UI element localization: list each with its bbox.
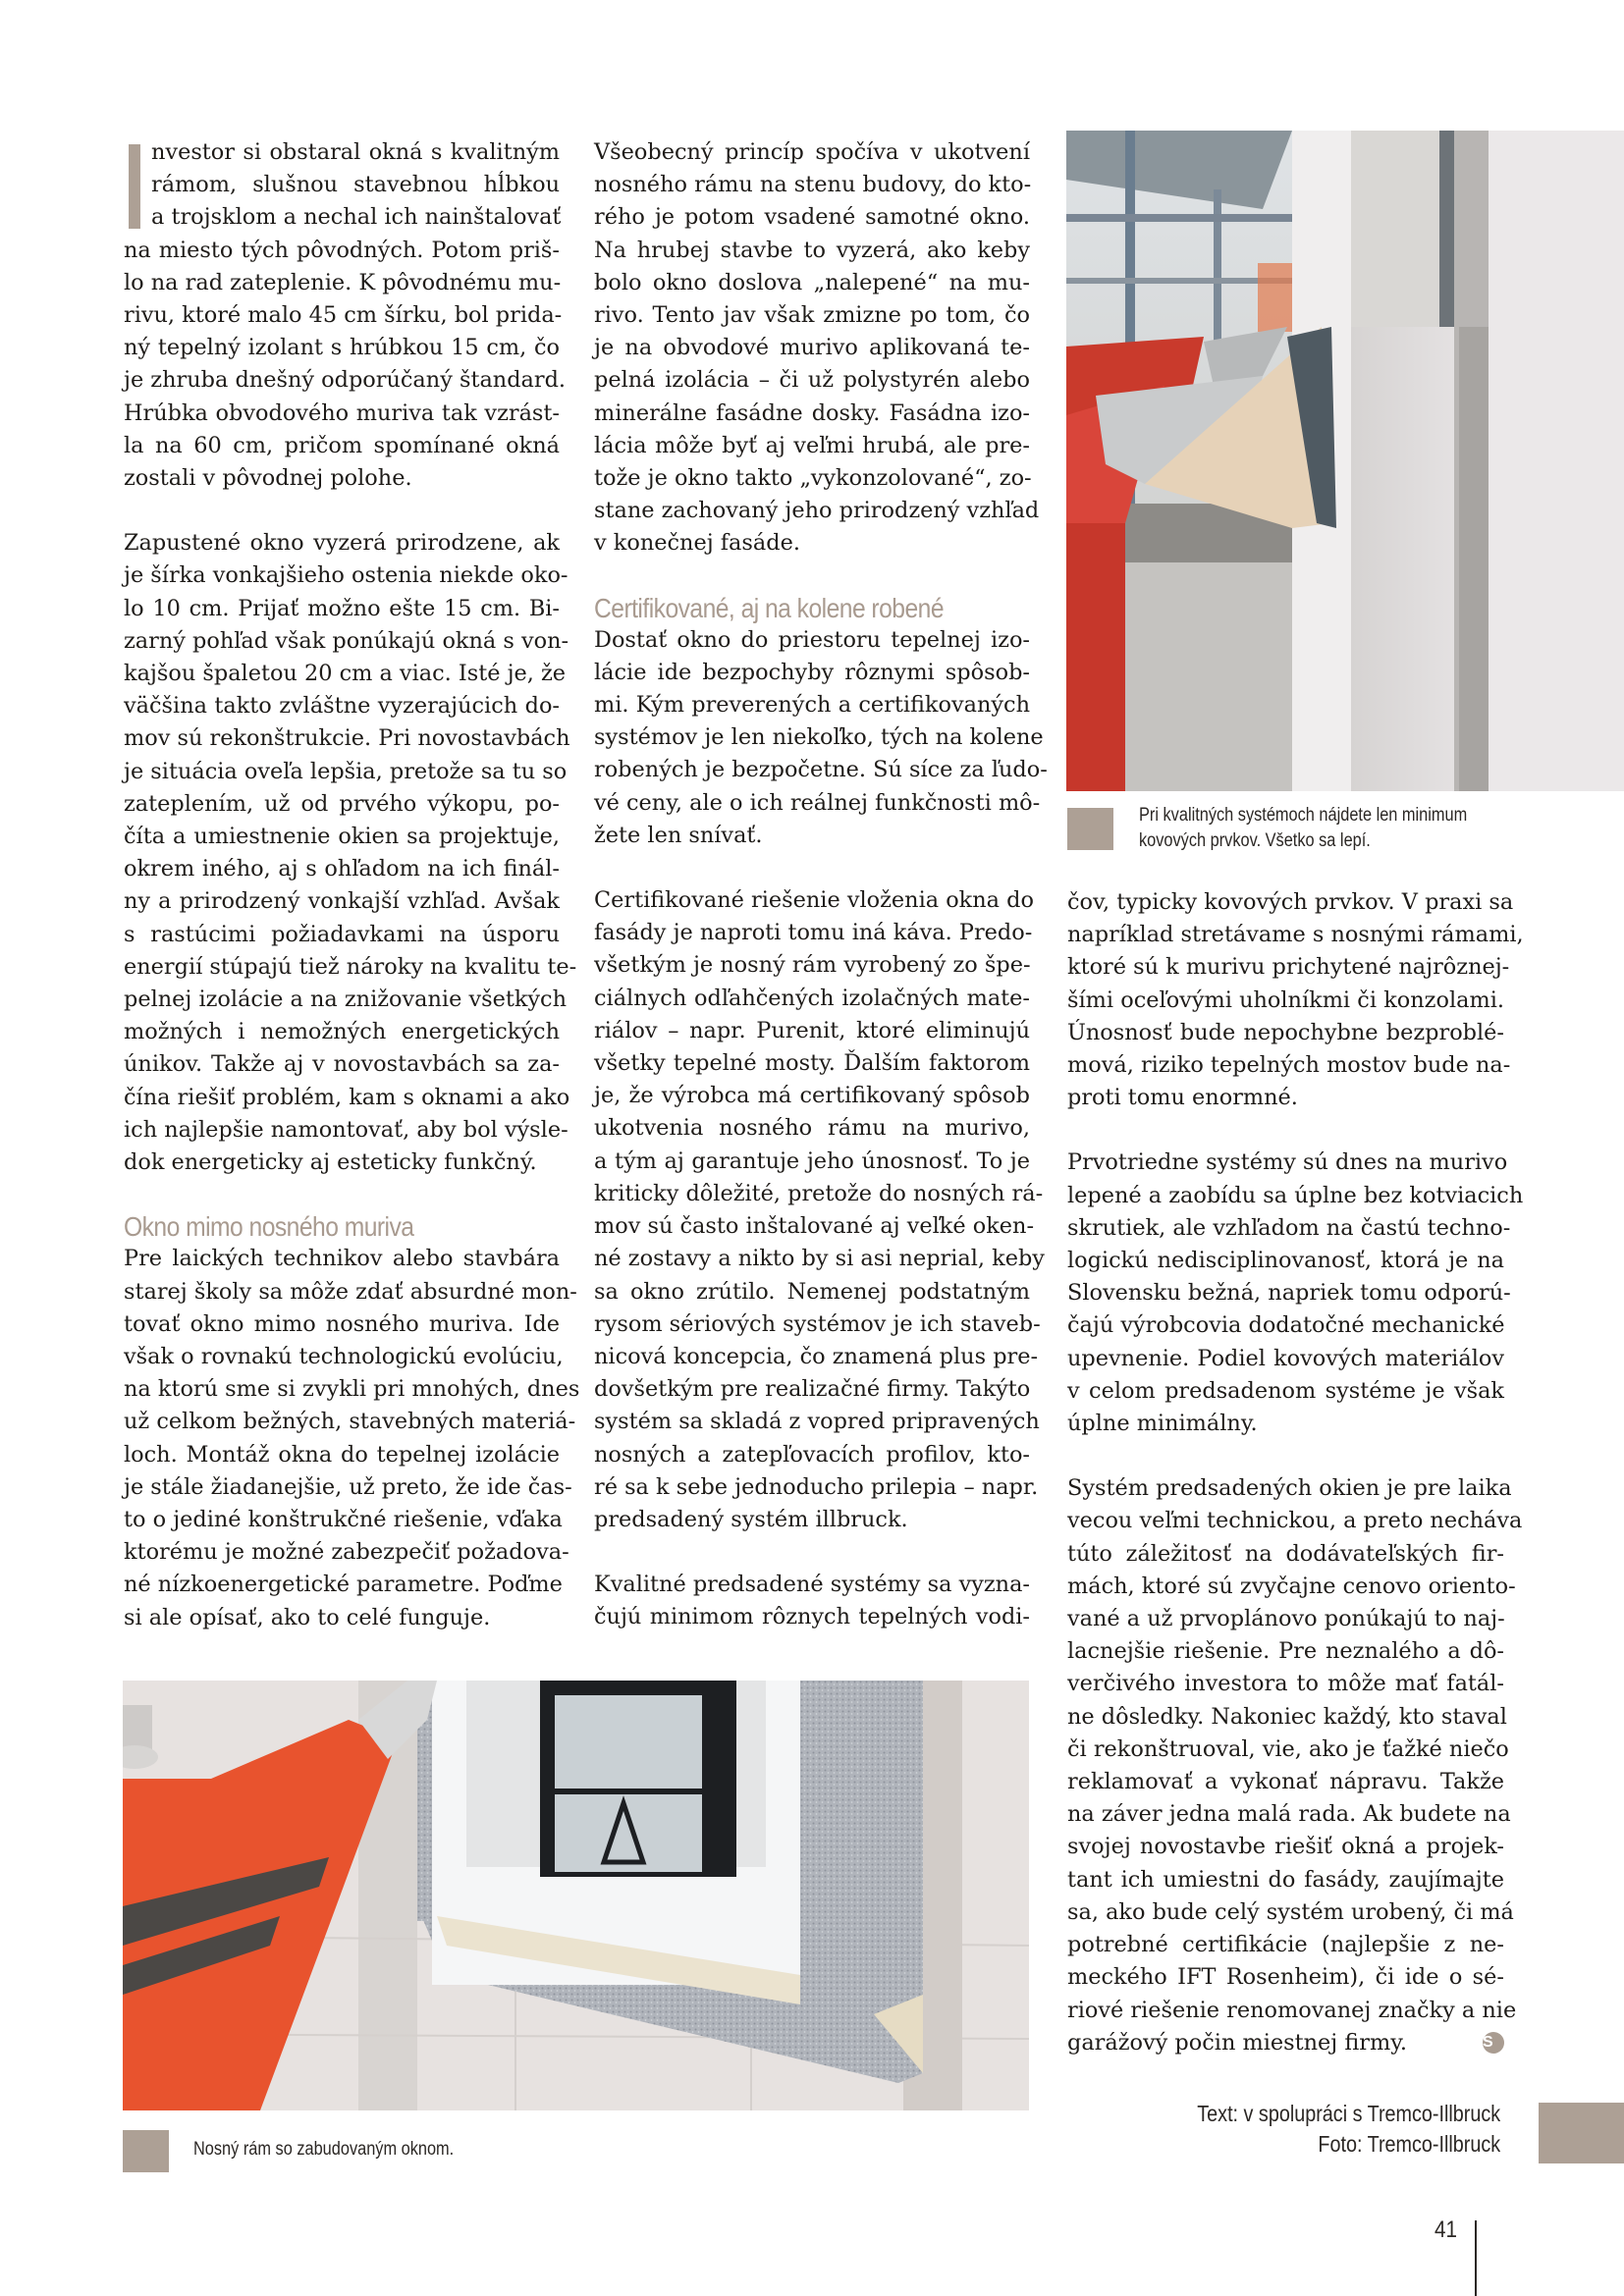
text-line: né nízkoenergetické parametre. Poďme	[124, 1572, 563, 1598]
text-line: potrebné certifikácie (najlepšie z ne-	[1067, 1932, 1504, 1958]
text-line: už celkom bežných, stavebných materiá-	[124, 1409, 576, 1435]
text-line: lo 10 cm. Prijať možno ešte 15 cm. Bi-	[124, 595, 560, 621]
paragraph	[594, 136, 1040, 561]
photo-caption-bottom: Nosný rám so zabudovaným oknom.	[193, 2139, 455, 2160]
section-heading: Certifikované, aj na kolene robené	[594, 592, 945, 623]
text-line: žete len snívať.	[594, 822, 763, 848]
text-line: svojej novostavbe riešiť okná a projek-	[1067, 1834, 1504, 1860]
text-line: a tým aj garantuje jeho únosnosť. To je	[594, 1148, 1030, 1174]
text-line: čujú minimom rôznych tepelných vodi-	[594, 1604, 1030, 1630]
text-line: riové riešenie renomovanej značky a nie	[1067, 1997, 1517, 2023]
article-credits	[1197, 2099, 1500, 2160]
text-line: skrutiek, ale vzhľadom na častú techno-	[1067, 1214, 1511, 1241]
text-line: rivo. Tento jav však zmizne po tom, čo	[594, 302, 1030, 329]
text-line: minerálne fasádne dosky. Fasádna izo-	[594, 400, 1030, 426]
paragraph	[594, 624, 1048, 852]
text-line: okrem iného, aj s ohľadom na ich finál-	[124, 856, 560, 882]
text-line: Certifikované riešenie vloženia okna do	[594, 887, 1034, 914]
text-line: mov sú často inštalované aj veľké oken-	[594, 1213, 1035, 1240]
text-line: či rekonštruoval, vie, ako je ťažké niečo	[1067, 1735, 1509, 1762]
text-line: logickú nedisciplinovanosť, ktorá je na	[1067, 1248, 1504, 1274]
section-heading: Okno mimo nosného muriva	[124, 1211, 414, 1243]
text-line: upevnenie. Podiel kovových materiálov	[1067, 1345, 1504, 1371]
text-line: zostali v pôvodnej polohe.	[124, 465, 412, 492]
text-line: Slovensku bežná, napriek tomu odporú-	[1067, 1280, 1511, 1307]
caption-line: Pri kvalitných systémoch nájdete len minimum	[1139, 805, 1468, 826]
text-line: tant ich umiestni do fasády, zaujímajte	[1067, 1866, 1504, 1893]
text-line: vané a už prvoplánovo ponúkajú to naj-	[1067, 1606, 1505, 1632]
text-line: Zapustené okno vyzerá prirodzene, ak	[124, 530, 560, 557]
text-line: zateplením, už od prvého výkopu, po-	[124, 790, 560, 817]
text-line: v celom predsadenom systéme je však	[1067, 1377, 1504, 1404]
text-line: únikov. Takže aj v novostavbách sa za-	[124, 1051, 560, 1078]
article-column-1	[124, 136, 580, 1634]
text-line: reklamovať a vykonať nápravu. Takže	[1067, 1769, 1504, 1795]
text-line: starej školy sa môže zdať absurdné mon-	[124, 1278, 577, 1305]
section-marker-swatch	[1539, 2103, 1624, 2163]
text-line: napríklad stretávame s nosnými rámami,	[1067, 922, 1524, 948]
text-line: možných i nemožných energetických	[124, 1019, 560, 1045]
text-line: kajšou špaletou 20 cm a viac. Isté je, že	[124, 661, 567, 687]
photo-caption-top	[1139, 803, 1467, 854]
text-line: na miesto tých pôvodných. Potom priš-	[124, 237, 560, 263]
text-line: tože je okno takto „vykonzolované“, zo-	[594, 465, 1032, 492]
text-line: si ale opísať, ako to celé funguje.	[124, 1604, 491, 1630]
paragraph	[1067, 1472, 1523, 2059]
text-line: Systém predsadených okien je pre laika	[1067, 1475, 1512, 1502]
text-line: je na obvodové murivo aplikovaná te-	[594, 335, 1030, 361]
article-column-3	[1067, 886, 1524, 2059]
text-line: zarný pohľad však ponúkajú okná s von-	[124, 627, 569, 654]
text-line: mová, riziko tepelných mostov bude na-	[1067, 1052, 1511, 1079]
credit-text: Text: v spolupráci s Tremco-Illbruck	[1197, 2101, 1500, 2126]
text-line: ný tepelný izolant s hrúbkou 15 cm, čo	[124, 335, 560, 361]
text-line: Všeobecný princíp spočíva v ukotvení	[594, 139, 1030, 165]
text-line: ich najlepšie namontovať, aby bol výsle-	[124, 1116, 568, 1143]
text-line: čajú výrobcovia dodatočné mechanické	[1067, 1312, 1505, 1339]
text-line: Kvalitné predsadené systémy sa vyzna-	[594, 1572, 1030, 1598]
end-of-article-icon: S	[1483, 2032, 1504, 2054]
text-line: vé ceny, ale o ich reálnej funkčnosti mô-	[594, 789, 1041, 816]
text-line: la na 60 cm, pričom spomínané okná	[124, 432, 560, 458]
credit-photo: Foto: Tremco-Illbruck	[1318, 2131, 1500, 2157]
caption-swatch	[123, 2130, 169, 2172]
text-line: čína riešiť problém, kam s oknami a ako	[124, 1084, 570, 1110]
text-line: stane zachovaný jeho prirodzený vzhľad	[594, 498, 1040, 524]
text-line: je šírka vonkajšieho ostenia niekde oko-	[124, 562, 568, 589]
text-line: pelná izolácia – či už polystyrén alebo	[594, 367, 1030, 394]
text-line: garážový počin miestnej firmy. S	[1067, 2027, 1504, 2059]
text-line: ukotvenia nosného rámu na murivo,	[594, 1115, 1030, 1142]
text-line: Únosnosť bude nepochybne bezproblé-	[1067, 1019, 1504, 1045]
text-line: rámom, slušnou stavebnou hĺbkou	[151, 172, 560, 198]
text-line: bolo okno doslova „nalepené“ na mu-	[594, 269, 1030, 295]
text-line: úplne minimálny.	[1067, 1411, 1258, 1437]
text-line: vecou veľmi technickou, a preto necháva	[1067, 1508, 1523, 1534]
text-line: verčivého investora to môže mať fatál-	[1067, 1671, 1504, 1697]
text-line: lácia môže byť aj veľmi hrubá, ale pre-	[594, 432, 1030, 458]
text-line: lacnejšie riešenie. Pre neznalého a dô-	[1067, 1638, 1504, 1665]
text-line: robených je bezpočetne. Sú síce za ľudo-	[594, 757, 1048, 783]
text-line: rého je potom vsadené samotné okno.	[594, 204, 1030, 231]
caption-swatch	[1067, 808, 1113, 850]
text-line: šími oceľovými uholníkmi či konzolami.	[1067, 987, 1504, 1013]
text-line: tovať okno mimo nosného muriva. Ide	[124, 1310, 560, 1337]
text-line: ré sa k sebe jednoducho prilepia – napr.	[594, 1473, 1039, 1500]
page-number-rule	[1475, 2220, 1477, 2296]
text-line: systém sa skladá z vopred pripravených	[594, 1409, 1040, 1435]
text-line: ktorému je možné zabezpečiť požadova-	[124, 1539, 569, 1566]
text-line: všetky tepelné mosty. Ďalším faktorom	[594, 1050, 1030, 1077]
text-line: lo na rad zateplenie. K pôvodnému mu-	[124, 269, 562, 295]
photo-window-sill-installation	[1066, 131, 1624, 791]
text-line: systémov je len niekoľko, tých na kolene	[594, 724, 1044, 751]
text-line: Hrúbka obvodového muriva tak vzrást-	[124, 400, 560, 426]
text-line: pelnej izolácie a na znižovanie všetkých	[124, 987, 568, 1013]
text-line: mách, ktoré sú zvyčajne cenovo oriento-	[1067, 1573, 1516, 1599]
text-line: kriticky dôležité, pretože do nosných rá-	[594, 1180, 1044, 1206]
text-line: túto záležitosť na dodávateľských fir-	[1067, 1540, 1504, 1567]
text-line: proti tomu enormné.	[1067, 1085, 1298, 1111]
text-line: a trojsklom a nechal ich nainštalovať	[151, 204, 562, 231]
photo-window-frame-mounted	[123, 1681, 1029, 2110]
text-line: všetkým je nosný rám vyrobený zo špe-	[594, 952, 1031, 979]
text-line: fasády je naproti tomu iná káva. Predo-	[594, 920, 1033, 946]
text-line: sa, ako bude celý systém urobený, či má	[1067, 1898, 1514, 1925]
text-line: ne dôsledky. Nakoniec každý, kto staval	[1067, 1703, 1507, 1730]
text-line: nosných a zatepľovacích profilov, kto-	[594, 1441, 1030, 1468]
text-line: energií stúpajú tiež nároky na kvalitu te-	[124, 953, 577, 980]
text-line: je, že výrobca má certifikovaný spôsob	[594, 1083, 1030, 1109]
caption-line: kovových prvkov. Všetko sa lepí.	[1139, 830, 1371, 851]
text-line: riálov – napr. Purenit, ktoré eliminujú	[594, 1017, 1030, 1043]
text-line: Dostať okno do priestoru tepelnej izo-	[594, 626, 1030, 653]
text-line: na záver jedna malá rada. Ak budete na	[1067, 1801, 1511, 1828]
text-line: je zhruba dnešný odporúčaný štandard.	[124, 367, 567, 394]
text-line: loch. Montáž okna do tepelnej izolácie	[124, 1441, 560, 1468]
text-line: lepené a zaobídu sa úplne bez kotviacich	[1067, 1182, 1524, 1208]
text-line: čov, typicky kovových prvkov. V praxi sa	[1067, 889, 1514, 915]
text-line: Prvotriedne systémy sú dnes na murivo	[1067, 1149, 1508, 1176]
text-line: predsadený systém illbruck.	[594, 1506, 908, 1532]
text-line: nicová koncepcia, čo znamená plus pre-	[594, 1343, 1039, 1369]
page-number: 41	[1435, 2216, 1457, 2243]
text-line: však o rovnakú technologickú evolúciu,	[124, 1343, 564, 1369]
text-line: je stále žiadanejšie, už preto, že ide čas-	[124, 1473, 572, 1500]
text-line: meckého IFT Rosenheim), či ide o sé-	[1067, 1964, 1504, 1991]
text-line: to o jediné konštrukčné riešenie, vďaka	[124, 1506, 563, 1532]
text-line: s rastúcimi požiadavkami na úsporu	[124, 921, 560, 947]
text-line: ciálnych odľahčených izolačných mate-	[594, 985, 1030, 1011]
text-line: dok energeticky aj esteticky funkčný.	[124, 1149, 537, 1176]
paragraph	[1067, 1147, 1524, 1440]
paragraph	[594, 884, 1045, 1536]
text-line: je situácia oveľa lepšia, pretože sa tu so	[124, 758, 568, 784]
paragraph	[124, 1243, 580, 1633]
text-line: né zostavy a nikto by si asi neprial, keby	[594, 1246, 1045, 1272]
paragraph	[124, 136, 567, 495]
text-line: ny a prirodzený vonkajší vzhľad. Avšak	[124, 888, 560, 915]
text-line: rivu, ktoré malo 45 cm šírku, bol prida-	[124, 302, 563, 329]
text-line: Na hrubej stavbe to vyzerá, ako keby	[594, 237, 1030, 263]
paragraph	[124, 527, 577, 1179]
text-line: dovšetkým pre realizačné firmy. Takýto	[594, 1376, 1031, 1403]
text-line: číta a umiestnenie okien sa projektuje,	[124, 824, 560, 850]
text-line: v konečnej fasáde.	[594, 530, 800, 557]
text-line: väčšina takto zvláštne vyzerajúcich do-	[124, 693, 560, 720]
article-column-2	[594, 136, 1048, 1634]
text-line: Pre laických technikov alebo stavbára	[124, 1246, 560, 1272]
text-line: ktoré sú k murivu prichytené najrôznej-	[1067, 954, 1510, 981]
text-line: nvestor si obstaral okná s kvalitným	[151, 139, 560, 165]
paragraph	[1067, 886, 1524, 1114]
text-line: nosného rámu na stenu budovy, do kto-	[594, 172, 1032, 198]
text-line: na ktorú sme si zvykli pri mnohých, dnes	[124, 1376, 580, 1403]
text-line: sa okno zrútilo. Nemenej podstatným	[594, 1278, 1030, 1305]
text-line: mi. Kým preverených a certifikovaných	[594, 692, 1030, 719]
text-line: lácie ide bezpochyby rôznymi spôsob-	[594, 659, 1030, 685]
paragraph	[594, 1569, 1030, 1633]
text-line: mov sú rekonštrukcie. Pri novostavbách	[124, 725, 570, 752]
text-line: rysom sériových systémov je ich staveb-	[594, 1310, 1041, 1337]
